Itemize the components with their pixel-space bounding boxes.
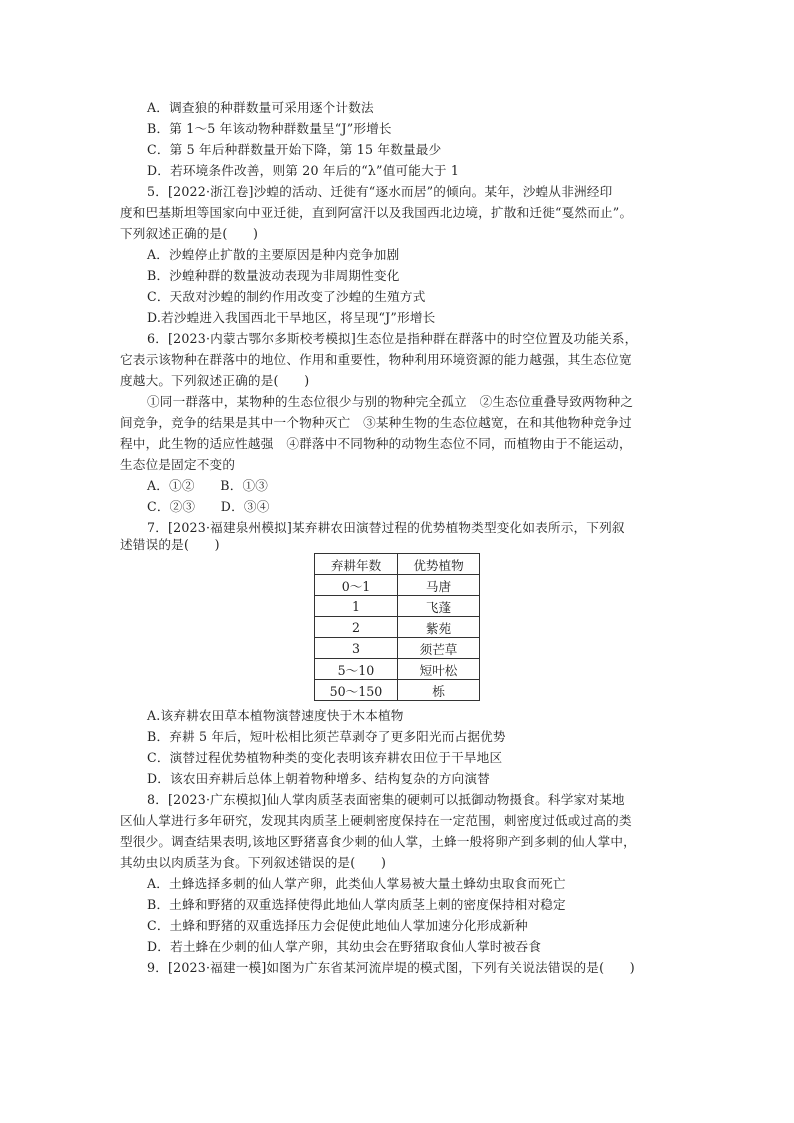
q6-statement-line-2: 间竞争，竞争的结果是其中一个物种灭亡 ③某种生物的生态位越宽，在和其他物种竞争过 <box>120 415 632 430</box>
q7-option-d: D．该农田弃耕后总体上朝着物种增多、结构复杂的方向演替 <box>147 771 490 786</box>
q9-stem: 9．[2023·福建一模]如图为广东省某河流岸堤的模式图，下列有关说法错误的是( ) <box>147 960 635 975</box>
table-cell-plant: 飞蓬 <box>398 596 480 617</box>
q6-stem-line-3: 度越大。下列叙述正确的是( ) <box>120 373 310 388</box>
q4-option-a: A．调查狼的种群数量可采用逐个计数法 <box>147 100 374 115</box>
q6-stem-line-2: 它表示该物种在群落中的地位、作用和重要性，物种利用环境资源的能力越强，其生态位宽 <box>120 352 632 367</box>
q4-option-c: C．第 5 年后种群数量开始下降，第 15 年数量最少 <box>147 142 442 157</box>
q5-option-d: D.若沙蝗进入我国西北干旱地区，将呈现“J”形增长 <box>147 310 436 325</box>
q5-stem-line-1: 5．[2022·浙江卷]沙蝗的活动、迁徙有“逐水而居”的倾向。某年，沙蝗从非洲经印 <box>147 184 613 199</box>
table-header-years: 弃耕年数 <box>315 554 398 575</box>
table-row <box>315 659 480 680</box>
q6-options-row-1: A．①② B．①③ <box>147 478 269 493</box>
table-header-plant: 优势植物 <box>398 554 480 575</box>
q4-option-b: B．第 1～5 年该动物种群数量呈“J”形增长 <box>147 121 392 136</box>
table-cell-years: 3 <box>315 638 398 659</box>
q6-statement-line-3: 程中，此生物的适应性越强 ④群落中不同物种的动物生态位不同，而植物由于不能运动， <box>120 436 632 451</box>
table-cell-plant: 马唐 <box>398 575 480 596</box>
q5-stem-line-2: 度和巴基斯坦等国家向中亚迁徙，直到阿富汗以及我国西北边境，扩散和迁徙“戛然而止”。 <box>120 205 633 220</box>
q5-stem-line-3: 下列叙述正确的是( ) <box>120 226 259 241</box>
q8-stem-line-1: 8．[2023·广东模拟]仙人掌肉质茎表面密集的硬刺可以抵御动物摄食。科学家对某地 <box>147 792 625 807</box>
q6-statement-line-1: ①同一群落中，某物种的生态位很少与别的物种完全孤立 ②生态位重叠导致两物种之 <box>147 394 634 409</box>
q7-stem-line-2: 述错误的是( ) <box>120 537 220 552</box>
table-cell-years: 1 <box>315 596 398 617</box>
q8-stem-line-3: 型很少。调查结果表明,该地区野猪喜食少刺的仙人掌，土蜂一般将卵产到多刺的仙人掌中， <box>120 834 636 849</box>
table-row <box>315 680 480 701</box>
table-cell-years: 5～10 <box>315 659 398 680</box>
q8-option-b: B．土蜂和野猪的双重选择使得此地仙人掌肉质茎上刺的密度保持相对稳定 <box>147 897 566 912</box>
table-cell-plant: 须芒草 <box>398 638 480 659</box>
q7-stem-line-1: 7．[2023·福建泉州模拟]某弃耕农田演替过程的优势植物类型变化如表所示，下列叙 <box>147 520 625 535</box>
table-row <box>315 596 480 617</box>
q5-option-c: C．天敌对沙蝗的制约作用改变了沙蝗的生殖方式 <box>147 289 426 304</box>
table-header-row <box>315 554 480 575</box>
table-row <box>315 575 480 596</box>
q8-stem-line-2: 区仙人掌进行多年研究，发现其肉质茎上硬刺密度保持在一定范围，刺密度过低或过高的类 <box>120 813 632 828</box>
table-cell-plant: 短叶松 <box>398 659 480 680</box>
q6-options-row-2: C．②③ D．③④ <box>147 499 270 514</box>
q8-option-d: D．若土蜂在少刺的仙人掌产卵，其幼虫会在野猪取食仙人掌时被吞食 <box>147 939 542 954</box>
table-row <box>315 638 480 659</box>
table-cell-plant: 紫苑 <box>398 617 480 638</box>
table-cell-years: 50～150 <box>315 680 398 701</box>
q7-option-c: C．演替过程优势植物种类的变化表明该弃耕农田位于干旱地区 <box>147 750 503 765</box>
q8-stem-line-4: 其幼虫以肉质茎为食。下列叙述错误的是( ) <box>120 855 387 870</box>
q6-statement-line-4: 生态位是固定不变的 <box>120 457 236 472</box>
table-row <box>315 617 480 638</box>
q8-option-a: A．土蜂选择多刺的仙人掌产卵，此类仙人掌易被大量土蜂幼虫取食而死亡 <box>147 876 566 891</box>
q7-succession-table <box>314 553 480 701</box>
q7-option-a: A.该弃耕农田草本植物演替速度快于木本植物 <box>147 708 404 723</box>
q5-option-b: B．沙蝗种群的数量波动表现为非周期性变化 <box>147 268 400 283</box>
q6-stem-line-1: 6．[2023·内蒙古鄂尔多斯校考模拟]生态位是指种群在群落中的时空位置及功能关系， <box>147 331 638 346</box>
q8-option-c: C．土蜂和野猪的双重选择压力会促使此地仙人掌加速分化形成新种 <box>147 918 528 933</box>
table-cell-years: 0～1 <box>315 575 398 596</box>
q4-option-d: D．若环境条件改善，则第 20 年后的“λ”值可能大于 1 <box>147 163 460 178</box>
q7-option-b: B．弃耕 5 年后，短叶松相比须芒草剥夺了更多阳光而占据优势 <box>147 729 506 744</box>
table-cell-plant: 栎 <box>398 680 480 701</box>
q5-option-a: A．沙蝗停止扩散的主要原因是种内竞争加剧 <box>147 247 400 262</box>
table-cell-years: 2 <box>315 617 398 638</box>
